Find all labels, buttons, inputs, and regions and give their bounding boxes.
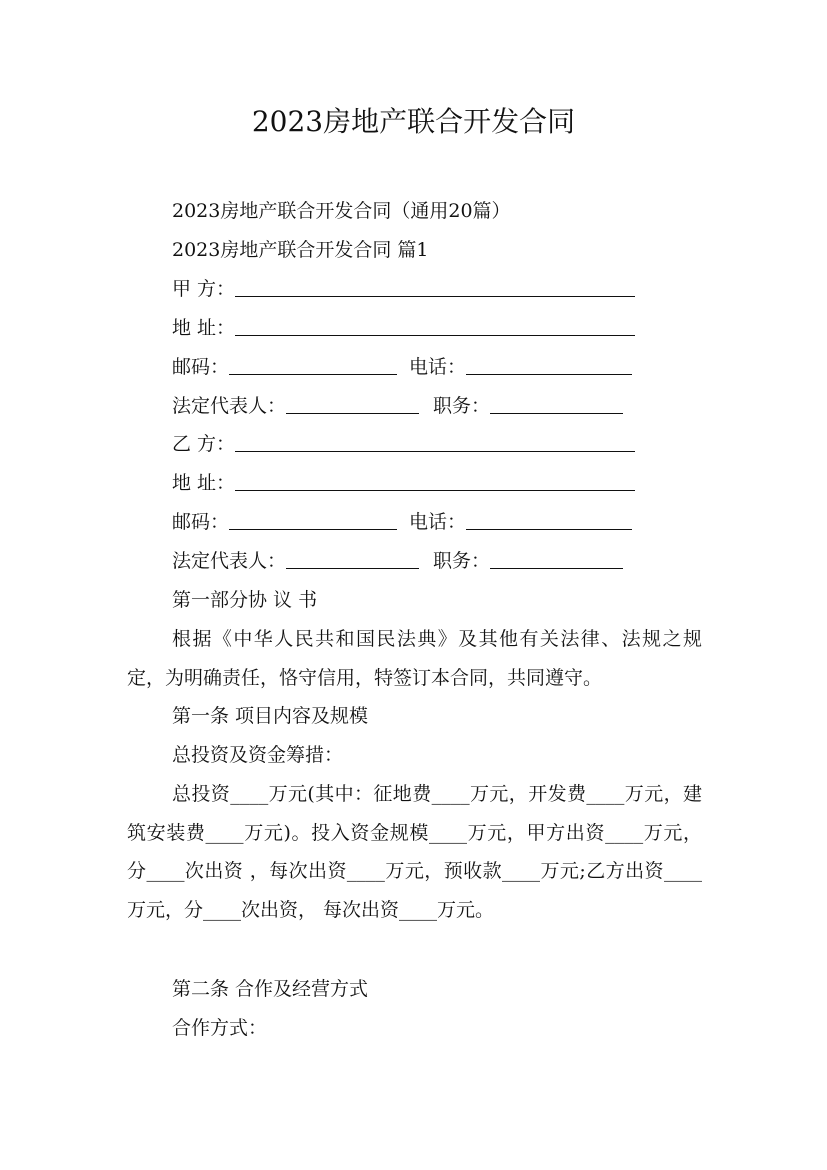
- party-b-rep-label: 法定代表人：: [172, 550, 287, 572]
- party-a-address-label: 地 址：: [172, 317, 236, 339]
- article-1-heading: 第一条 项目内容及规模: [172, 705, 369, 727]
- party-a-contact-row: [172, 354, 632, 380]
- document-subtitle: 2023房地产联合开发合同（通用20篇）: [172, 200, 511, 222]
- party-a-address-blank[interactable]: [235, 317, 635, 336]
- party-a-blank[interactable]: [235, 278, 635, 297]
- party-a-rep-row: [172, 393, 623, 419]
- party-a-rep-label: 法定代表人：: [172, 395, 287, 417]
- investment-heading: 总投资及资金筹措：: [172, 744, 344, 766]
- party-a-row: [172, 276, 635, 302]
- party-b-rep-blank[interactable]: [286, 550, 419, 569]
- party-a-phone-blank[interactable]: [466, 356, 632, 375]
- section-heading: 第一部分协 议 书: [172, 589, 318, 611]
- party-b-address-label: 地 址：: [172, 472, 236, 494]
- party-b-postcode-label: 邮码：: [172, 511, 230, 533]
- party-a-postcode-blank[interactable]: [229, 356, 397, 375]
- party-a-postcode-label: 邮码：: [172, 356, 230, 378]
- party-a-position-blank[interactable]: [490, 395, 623, 414]
- party-a-phone-label: 电话：: [409, 356, 467, 378]
- party-b-address-row: [172, 470, 635, 496]
- party-b-blank[interactable]: [235, 433, 635, 452]
- document-title: 2023房地产联合开发合同: [251, 105, 576, 138]
- party-b-rep-row: [172, 548, 623, 574]
- party-b-position-label: 职务：: [433, 550, 491, 572]
- part-heading: 2023房地产联合开发合同 篇1: [172, 239, 429, 261]
- party-a-rep-blank[interactable]: [286, 395, 419, 414]
- party-b-address-blank[interactable]: [235, 472, 635, 491]
- party-b-postcode-blank[interactable]: [229, 511, 397, 530]
- party-b-phone-blank[interactable]: [466, 511, 632, 530]
- party-a-position-label: 职务：: [433, 395, 491, 417]
- article-2-heading: 第二条 合作及经营方式: [172, 978, 369, 1000]
- cooperation-heading: 合作方式：: [172, 1017, 268, 1039]
- party-b-label: 乙 方：: [172, 433, 236, 455]
- intro-paragraph: 根据《中华人民共和国民法典》及其他有关法律、法规之规定，为明确责任，恪守信用，特签订本合同，共同遵守。: [127, 628, 702, 689]
- party-b-contact-row: [172, 509, 632, 535]
- party-b-row: [172, 431, 635, 457]
- party-b-position-blank[interactable]: [490, 550, 623, 569]
- party-b-phone-label: 电话：: [409, 511, 467, 533]
- investment-paragraph: 总投资____万元(其中：征地费____万元，开发费____万元，建筑安装费____万元)。投入资金规模____万元，甲方出资____万元，分____次出资 ，每次出资____万元，预收款____万元;乙方出资____万元，分____次出资， 每次出资____万元。: [127, 783, 702, 922]
- party-a-label: 甲 方：: [172, 278, 236, 300]
- party-a-address-row: [172, 315, 635, 341]
